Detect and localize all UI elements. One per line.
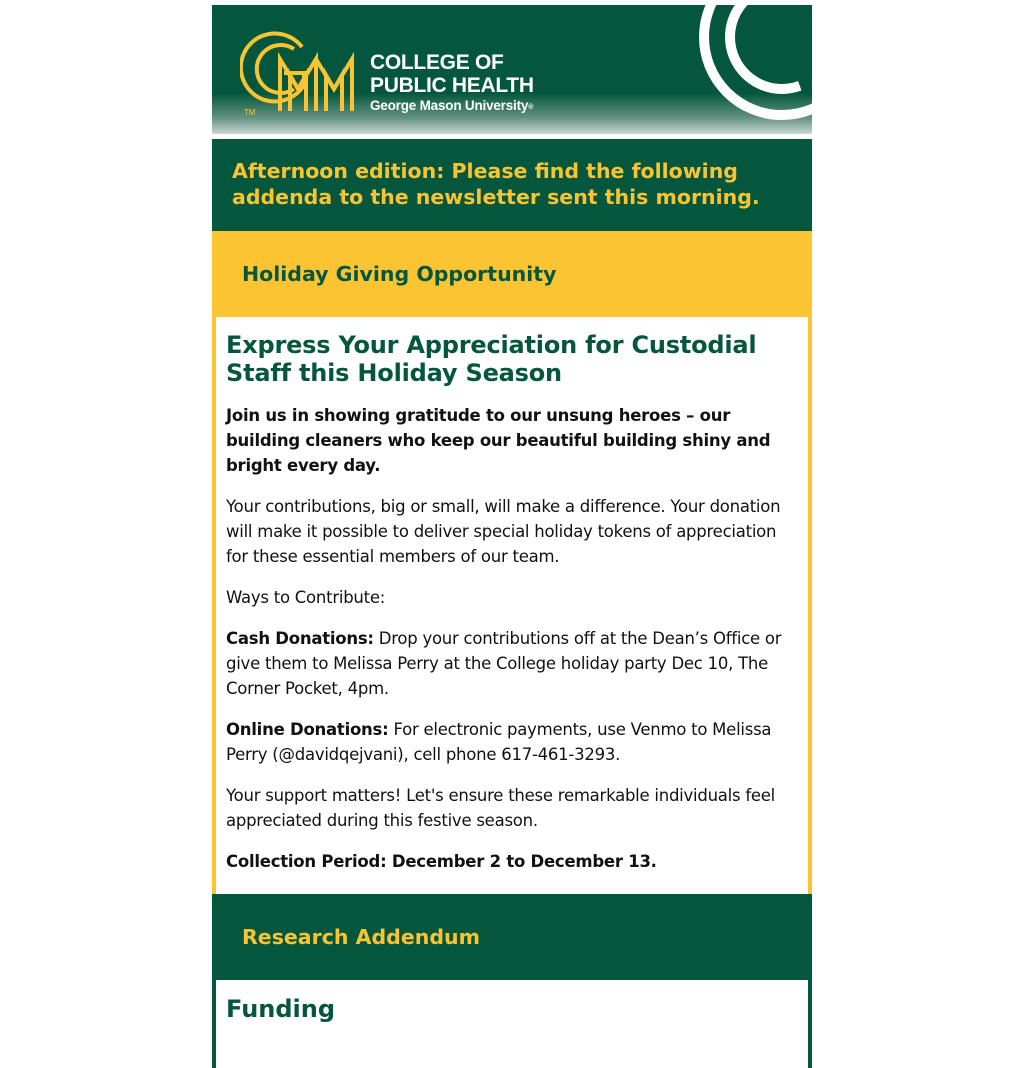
college-line-2: PUBLIC HEALTH bbox=[370, 74, 534, 97]
article-paragraph: Your contributions, big or small, will make a difference. Your donation will make it possible to deliver special holiday tokens of appreciation for these essential members of our team. bbox=[226, 497, 781, 566]
holiday-article bbox=[212, 317, 812, 894]
online-label: Online Donations: bbox=[226, 720, 389, 739]
collection-period: Collection Period: December 2 to December 13. bbox=[226, 852, 657, 871]
gm-logo-icon bbox=[240, 25, 370, 120]
online-text: For electronic payments, use Venmo to Melissa Perry (@davidqejvani), cell phone 617-461-3293. bbox=[226, 720, 772, 764]
intro-text: Afternoon edition: Please find the following addenda to the newsletter sent this morning. bbox=[232, 159, 760, 209]
research-article bbox=[212, 980, 812, 1068]
header-banner bbox=[212, 5, 812, 134]
decorative-rings-icon bbox=[692, 5, 812, 127]
logo-wordmark bbox=[370, 51, 534, 117]
article-title: Express Your Appreciation for Custodial Staff this Holiday Season bbox=[226, 331, 757, 387]
article-lead: Join us in showing gratitude to our unsung heroes – our building cleaners who keep our beautiful building shiny and bright every day. bbox=[226, 406, 771, 475]
online-donations bbox=[226, 717, 798, 767]
cash-text: Drop your contributions off at the Dean’s Office or give them to Melissa Perry at the College holiday party Dec 10, The Corner Pocket, 4pm. bbox=[226, 629, 782, 698]
intro-block bbox=[212, 139, 812, 231]
ways-to-contribute: Ways to Contribute: bbox=[226, 588, 386, 607]
cash-donations bbox=[226, 626, 798, 701]
newsletter-email bbox=[212, 5, 812, 1068]
logo-tm: TM bbox=[244, 108, 256, 117]
cash-label: Cash Donations: bbox=[226, 629, 374, 648]
section-title-research: Research Addendum bbox=[242, 925, 480, 949]
support-paragraph: Your support matters! Let's ensure these remarkable individuals feel appreciated during this festive season. bbox=[226, 786, 776, 830]
funding-title: Funding bbox=[226, 995, 336, 1023]
section-title-holiday: Holiday Giving Opportunity bbox=[242, 262, 557, 286]
university-name: George Mason University® bbox=[370, 98, 534, 113]
college-line-1: COLLEGE OF bbox=[370, 51, 504, 74]
section-header-research bbox=[212, 894, 812, 980]
section-header-holiday bbox=[212, 231, 812, 317]
